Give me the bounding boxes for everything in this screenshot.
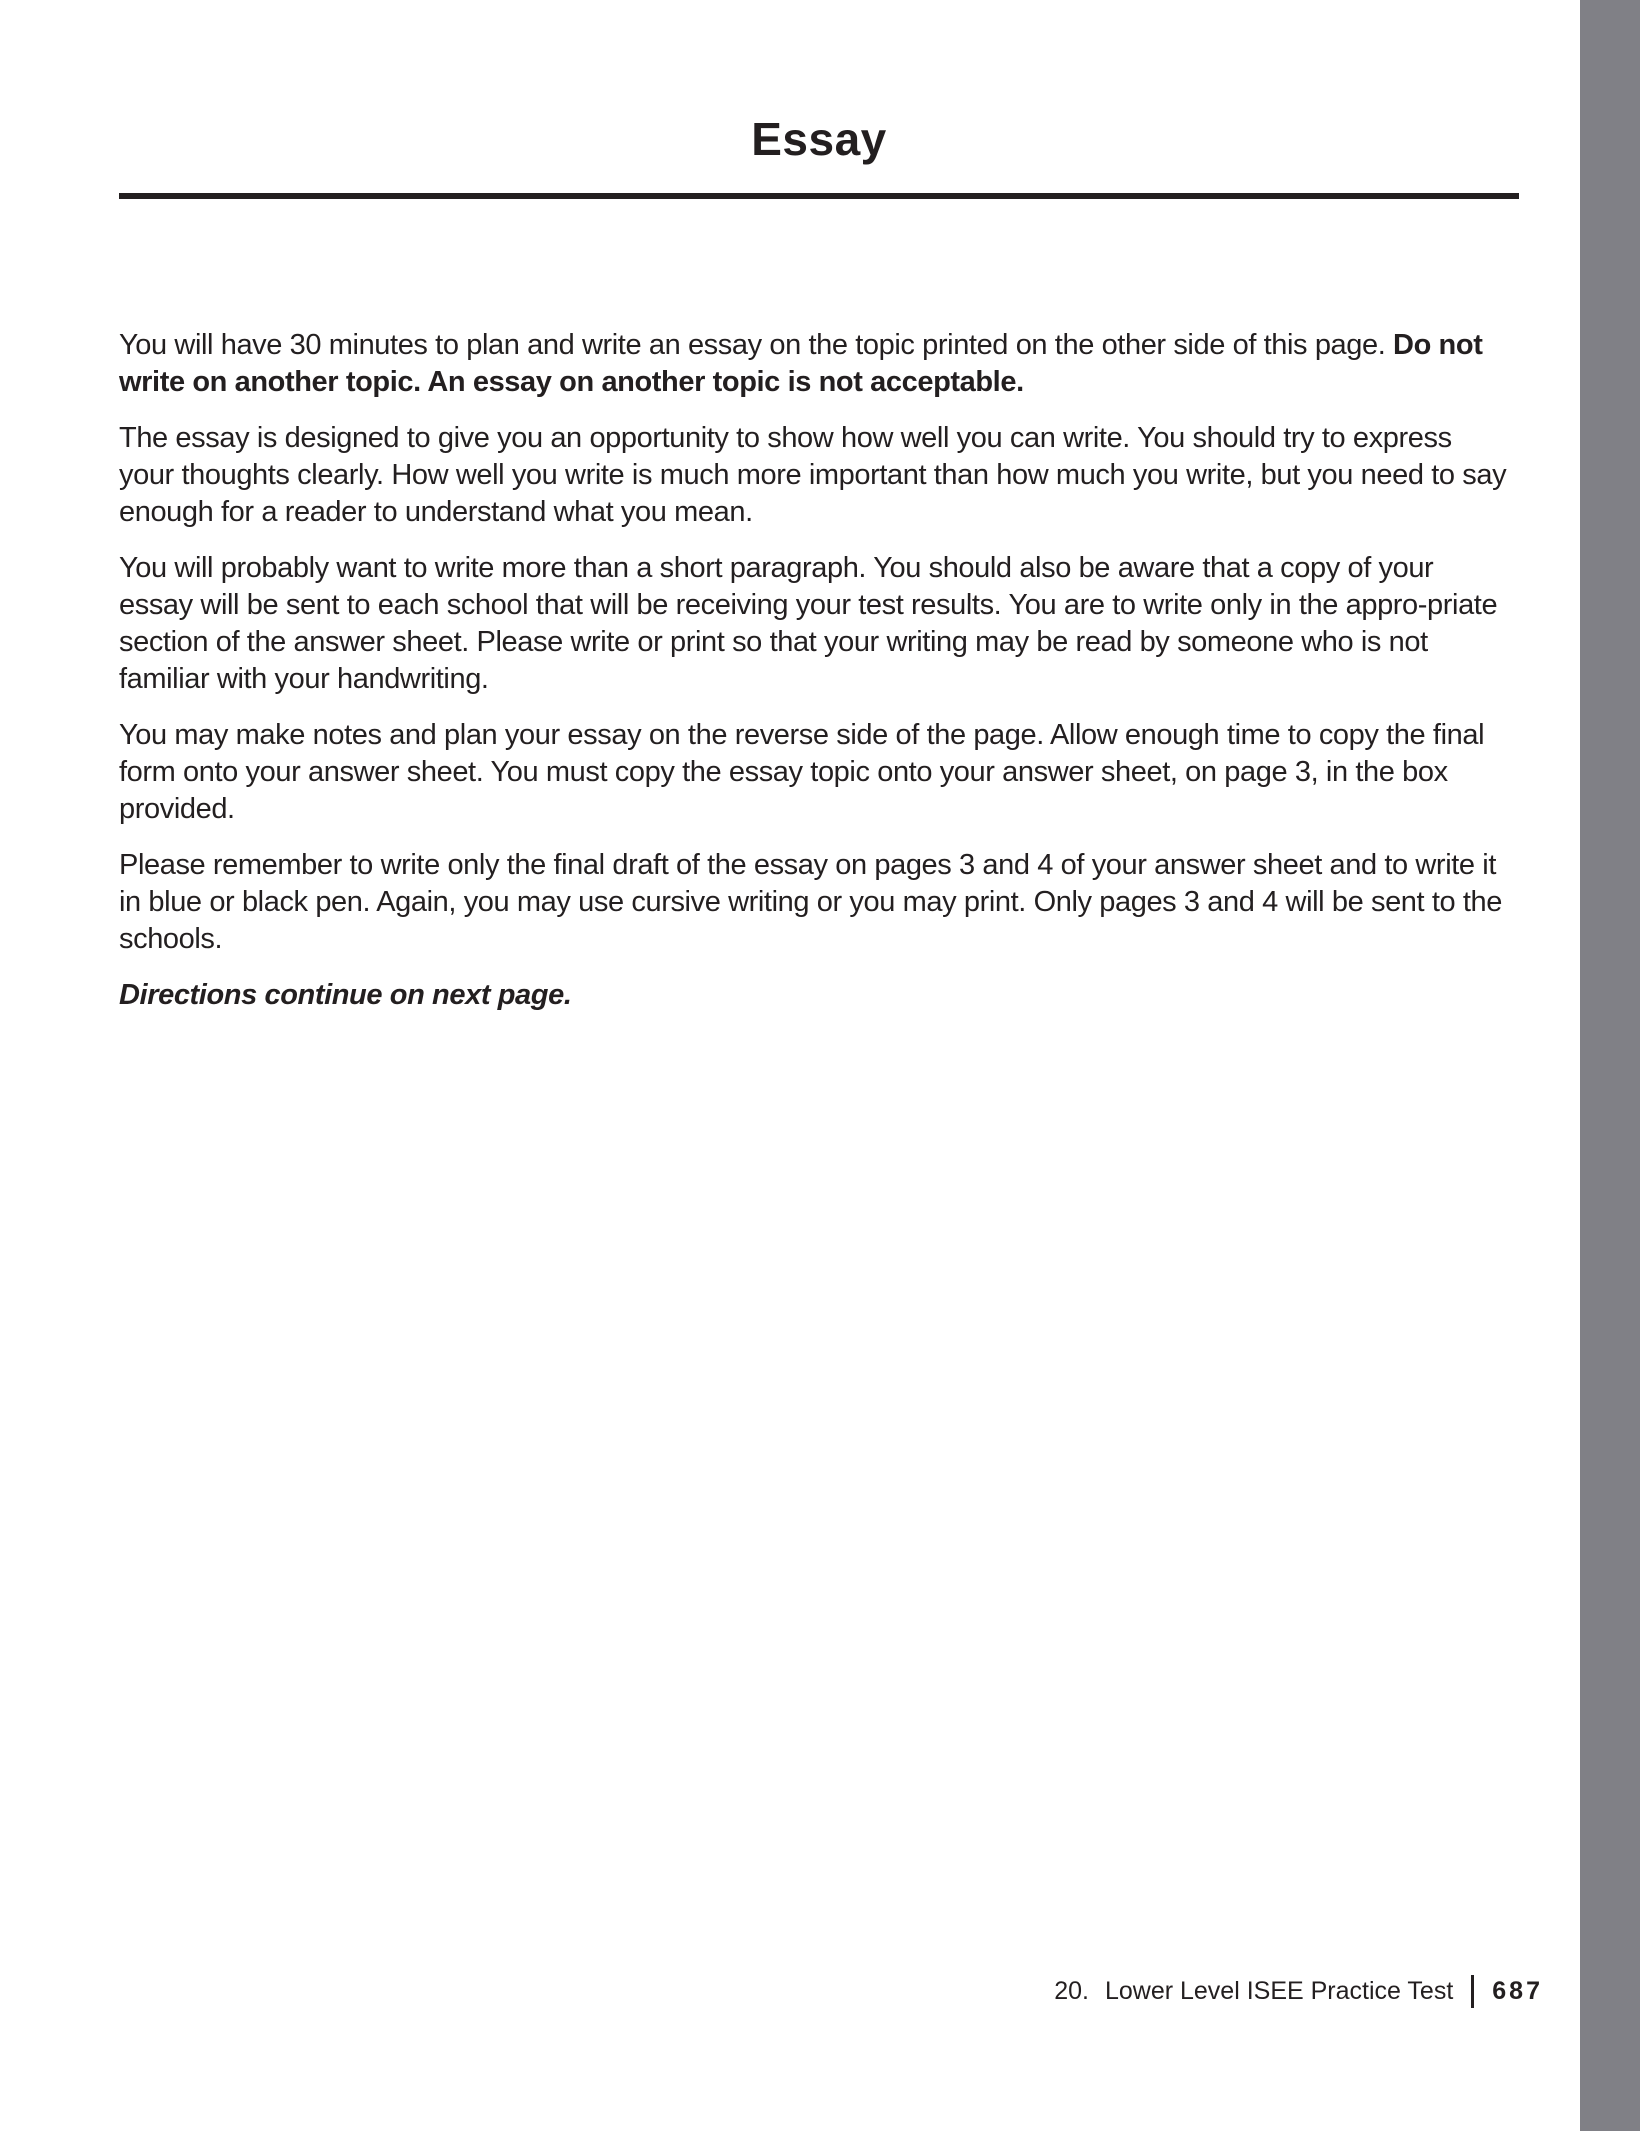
paragraph-intro-bold-warning: Do not write on another topic. An essay on another topic is not acceptable. bbox=[119, 329, 1483, 399]
paragraph-length-and-copies: You will probably want to write more than a short paragraph. You should also be aware that a copy of your essay will be sent to each school that will be receiving your test results. You are to write only in the appro-priate section of the answer sheet. Please write or print so that your writing may be read by someone who is not familiar with your handwriting. bbox=[119, 552, 1498, 696]
footer-book-title: Lower Level ISEE Practice Test bbox=[1104, 1977, 1454, 2005]
page-title: Essay bbox=[751, 113, 887, 165]
continuation-note: Directions continue on next page. bbox=[119, 979, 572, 1012]
title-divider-rule bbox=[119, 193, 1519, 199]
right-edge-gray-bar bbox=[1580, 0, 1640, 2131]
footer-divider-line bbox=[1471, 1975, 1474, 2008]
paragraph-intro bbox=[119, 327, 1509, 401]
paragraph-notes-and-copying: You may make notes and plan your essay on the reverse side of the page. Allow enough time to copy the final form onto your answer sheet. You must copy the essay topic onto your answer sheet, on page 3, in the box provided. bbox=[119, 719, 1485, 826]
paragraph-intro-text: You will have 30 minutes to plan and write an essay on the topic printed on the other side of this page. bbox=[119, 329, 1394, 362]
page-content bbox=[119, 0, 1519, 1033]
footer-page-number: 687 bbox=[1492, 1977, 1543, 2005]
paragraph-final-draft: Please remember to write only the final draft of the essay on pages 3 and 4 of your answer sheet and to write it in blue or black pen. Again, you may use cursive writing or you may print. Only pages 3 and 4 will be sent to the schools. bbox=[119, 849, 1503, 956]
directions-text bbox=[119, 327, 1509, 1014]
footer-chapter-number: 20. bbox=[1054, 1977, 1089, 2005]
page-footer bbox=[1054, 1975, 1543, 2008]
paragraph-purpose: The essay is designed to give you an opportunity to show how well you can write. You should try to express your thoughts clearly. How well you write is much more important than how much you write, but you need to say enough for a reader to understand what you mean. bbox=[119, 422, 1507, 529]
